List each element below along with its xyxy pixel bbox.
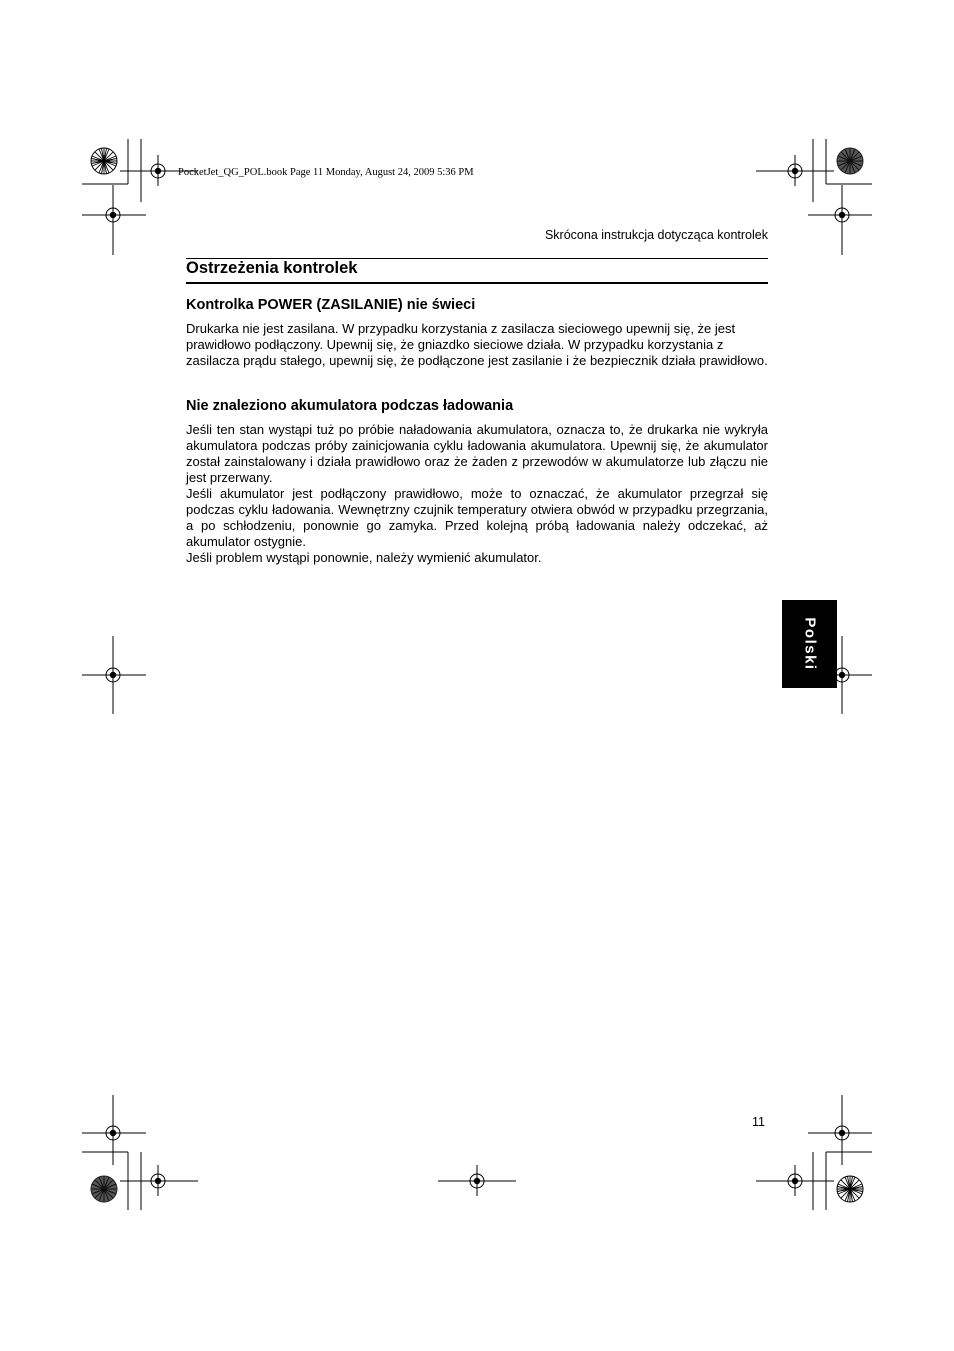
running-header: Skrócona instrukcja dotycząca kontrolek	[544, 228, 768, 242]
paragraph: Jeśli ten stan wystąpi tuż po próbie naładowania akumulatora, oznacza to, że drukarka nie wykryła akumulatora podczas próby zainicjowania cyklu ładowania akumulatora. Upewnij się, że akumulator został zainstalowany i działa prawidłowo oraz że żaden z przewodów w akumulatorze lub złączu nie jest przerwany.	[186, 422, 768, 485]
subsection-heading-power: Kontrolka POWER (ZASILANIE) nie świeci	[186, 297, 476, 313]
paragraph: Jeśli akumulator jest podłączony prawidłowo, może to oznaczać, że akumulator przegrzał się podczas cyklu ładowania. Wewnętrzny czujnik temperatury otwiera obwód w przypadku przegrzania, a po schłodzeniu, ponownie go zamyka. Przed kolejną próbą ładowania należy odczekać, aż akumulator ostygnie.	[186, 486, 768, 549]
subsection-heading-battery: Nie znaleziono akumulatora podczas ładowania	[186, 398, 514, 414]
print-slug: PocketJet_QG_POL.book Page 11 Monday, August 24, 2009 5:36 PM	[178, 167, 474, 178]
paragraph: Drukarka nie jest zasilana. W przypadku korzystania z zasilacza sieciowego upewnij się, że jest prawidłowo podłączony. Upewnij się, że gniazdko sieciowe działa. W przypadku korzystania z zasilacza prądu stałego, upewnij się, że podłączone jest zasilanie i że bezpiecznik działa prawidłowo.	[186, 321, 768, 368]
language-tab-label: Polski	[801, 617, 818, 671]
section-heading: Ostrzeżenia kontrolek	[186, 259, 358, 277]
page-number: 11	[752, 1115, 765, 1129]
paragraph: Jeśli problem wystąpi ponownie, należy wymienić akumulator.	[186, 550, 542, 565]
